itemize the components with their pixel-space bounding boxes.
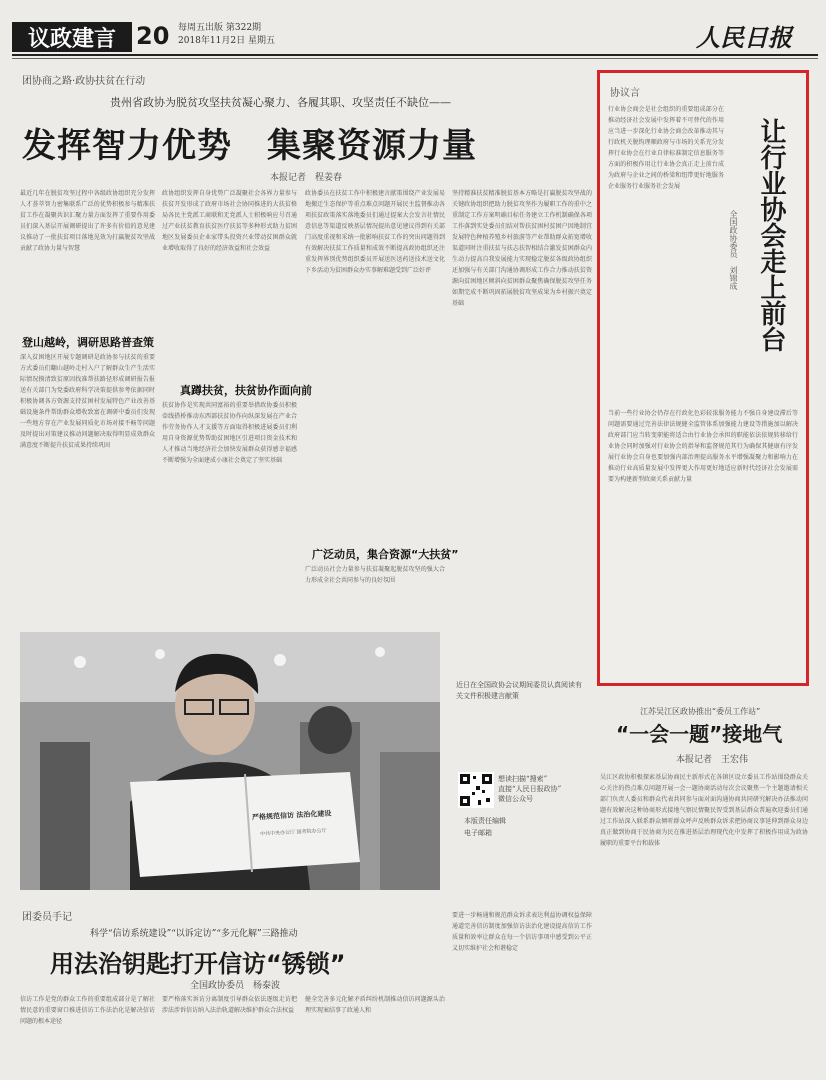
- article-column: 最近几年在脱贫攻坚过程中各级政协组织充分发挥人才荟萃智力密集联系广泛的优势积极参与精准扶贫工作在凝聚共识汇聚力量方面发挥了重要作用委员们深入基层开展调研提出了许多有价值的意见建议推动了一批扶贫项目落地见效为打赢脱贫攻坚战贡献了政协力量与智慧: [20, 190, 155, 252]
- photo-caption: 近日在全国政协会议期间委员认真阅读有关文件积极建言献策: [456, 681, 582, 700]
- qr-code-icon[interactable]: [458, 772, 494, 808]
- main-subhead-2: 真蹲扶贫，扶贫协作面向前: [180, 384, 312, 397]
- main-kicker: 团协商之路·政协扶贫在行动: [22, 76, 146, 87]
- qr-text-block: [498, 774, 561, 804]
- article-column: 吴江区政协积极探索基层协商民主新形式在各镇区设立委员工作站围绕群众关心关注的热点难点问题开展一会一题协商活动每次会议聚焦一个主题邀请相关部门负责人委员和群众代表共同参与面对面沟通协商共同研究解决办法推动问题有效解决这种协商形式接地气察民情聚民智受到基层群众普遍欢迎委员们通过工作站深入联系群众倾听群众呼声反映群众诉求把协商议事延伸到群众身边真正做到协商于民协商为民在推进基层治理现代化中发挥了积极作用成为政协履职的重要平台和载体: [600, 774, 808, 847]
- main-subhead-3: 广泛动员，集合资源“大扶贫”: [312, 548, 459, 561]
- main-headline: 发挥智力优势 集聚资源力量: [22, 126, 477, 166]
- article-column: 扶贫协作是实现共同富裕的重要举措政协委员积极牵线搭桥推动东西部扶贫协作向纵深发展在产业合作劳务协作人才支援等方面取得积极进展委员们利用自身资源优势帮助贫困地区引进项目资金技术和人才推动当地经济社会加快发展群众获得感幸福感不断增强为全面建成小康社会奠定了坚实基础: [162, 402, 297, 464]
- box-title: 让行业协会走上前台: [756, 118, 786, 352]
- header-rule: [12, 54, 818, 56]
- editor-email-label: 电子邮箱: [464, 829, 492, 837]
- right-byline: 本报记者 王宏伟: [676, 755, 749, 765]
- qr-line-1: 想读扫描“搜索”: [498, 775, 548, 783]
- main-byline: 本报记者 程姜春: [270, 173, 343, 183]
- bottom-headline: 用法治钥匙打开信访“锈锁”: [50, 950, 346, 978]
- article-column: 政协委员在扶贫工作中积极建言献策围绕产业发展易地搬迁生态保护等重点难点问题开展民主监督推动各项扶贫政策落实落地委员们通过提案大会发言社情民意信息等渠道反映基层情况提出意见建议得到有关部门高度重视和采纳一批影响扶贫工作的突出问题得到有效解决扶贫工作质量和成效不断提高政协组织还注重发挥界别优势组织委员开展送医送药送技术送文化下乡活动为贫困群众办实事解难题受到广泛好评: [305, 190, 445, 274]
- bottom-kicker: 团委员手记: [22, 912, 72, 923]
- box-author: 全国政协委员 刘锦成: [729, 210, 738, 290]
- box-column: 行业协会商会是社会组织的重要组成部分在推动经济社会发展中发挥着不可替代的作用应当进一步深化行业协会商会改革推动其与行政机关脱钩理顺政府与市场的关系充分发挥行业协会在行业自律标准制定信息服务等方面的积极作用让行业协会真正走上前台成为政府与企业之间的桥梁和纽带更好地服务企业服务行业服务社会发展: [608, 106, 724, 190]
- news-photo: [20, 632, 440, 890]
- page-number: 20: [136, 22, 170, 50]
- article-column: 深入贫困地区开展专题调研是政协参与扶贫的重要方式委员们翻山越岭走村入户了解群众生产生活实际情况摸清致贫原因找准帮扶路径形成调研报告报送有关部门为党委政府科学决策提供参考依据同时积极协调各方资源支持贫困村发展特色产业改善基础设施条件帮助群众增收致富在调研中委员们发现一些地方存在产业发展同质化市场对接不畅等问题及时提出对策建议推动问题解决取得明显成效群众满意度不断提升扶贫成果持续巩固: [20, 354, 155, 449]
- box-column: 当前一些行业协会仍存在行政化色彩较浓服务能力不强自身建设滞后等问题需要通过完善法律法规健全监管体系加强能力建设等措施加以解决政府部门应当转变职能将适合由行业协会承担的职能依法依规转移给行业协会同时加强对行业协会的指导和监督规范其行为确保其健康有序发展行业协会自身也要加强内部治理提高服务水平增强凝聚力和影响力在推动行业高质量发展中发挥更大作用更好地适应新时代经济社会发展需要为构建新型政商关系贡献力量: [608, 410, 798, 483]
- article-column: 政协组织发挥自身优势广泛凝聚社会各界力量参与扶贫开发形成了政府市场社会协同推进的大扶贫格局各民主党派工商联和无党派人士积极响应号召通过产业扶贫教育扶贫医疗扶贫等多种形式助力贫困地区发展委员企业家带头投资兴业带动贫困群众就业增收取得了良好的经济效益和社会效益: [162, 190, 297, 252]
- article-column: 健全完善多元化解矛盾纠纷机制推动信访问题源头治理实现案结事了政通人和: [305, 996, 445, 1014]
- qr-line-2: 直接“人民日报政协”: [498, 785, 562, 793]
- qr-line-3: 微信公众号: [498, 795, 533, 803]
- article-column: 要进一步畅通和规范群众诉求表达利益协调权益保障通道完善信访制度加强信访法治化建设提高信访工作质量和效率让群众在每一个信访事项中感受到公平正义切实维护社会和谐稳定: [452, 912, 592, 952]
- main-subhead-1: 登山越岭，调研思路普查策: [22, 336, 154, 349]
- photo-document-title: 严格规范信访 法治化建设: [251, 808, 332, 822]
- article-column: 信访工作是党的群众工作的重要组成部分是了解社情民意的重要窗口推进信访工作法治化是解决信访问题的根本途径: [20, 996, 155, 1025]
- pub-line-2: 2018年11月2日 星期五: [178, 36, 275, 46]
- section-label: 议政建言: [12, 22, 132, 52]
- right-headline: “一会一题”接地气: [616, 722, 783, 746]
- article-column: 要严格落实诉访分离制度引导群众依法逐级走访把涉法涉诉信访纳入法治轨道解决维护群众合法权益: [162, 996, 297, 1014]
- main-subhead: 贵州省政协为脱贫攻坚扶贫凝心聚力、各履其职、攻坚责任不缺位——: [110, 96, 451, 109]
- article-column: 坚持精准扶贫精准脱贫基本方略是打赢脱贫攻坚战的关键政协组织把助力脱贫攻坚作为履职工作的重中之重制定工作方案明确目标任务建立工作机制确保各项工作落到实处委员们结对帮扶贫困村贫困户因地制宜发展特色种植养殖乡村旅游等产业帮助群众拓宽增收渠道同时注重扶贫与扶志扶智相结合激发贫困群众内生动力提高自我发展能力实现稳定脱贫各级政协组织还加强与有关部门沟通协调形成工作合力推动扶贫资源向贫困地区倾斜向贫困群众聚焦确保脱贫攻坚任务如期完成不断巩固拓展脱贫攻坚成果为乡村振兴奠定基础: [452, 190, 592, 307]
- photo-document-line: 中共中央办公厅 国务院办公厅: [259, 827, 327, 838]
- pub-line-1: 每周五出版 第322期: [178, 23, 262, 33]
- article-column: 广泛动员社会力量参与扶贫凝聚起脱贫攻坚的强大合力形成全社会共同参与的良好氛围: [305, 566, 445, 584]
- photo-illustration: [20, 632, 440, 890]
- header-rule-thin: [12, 58, 818, 59]
- bottom-byline: 全国政协委员 杨泰波: [190, 981, 281, 991]
- bottom-subhead: 科学“信访系统建设”“以诉定访”“多元化解”三路推动: [90, 929, 298, 939]
- publication-info: [178, 22, 275, 48]
- editor-label: 本版责任编辑: [464, 817, 506, 825]
- newspaper-brand: 人民日报: [696, 23, 792, 52]
- box-kicker: 协议言: [610, 88, 640, 99]
- right-kicker: 江苏吴江区政协推出“委员工作站”: [640, 707, 761, 716]
